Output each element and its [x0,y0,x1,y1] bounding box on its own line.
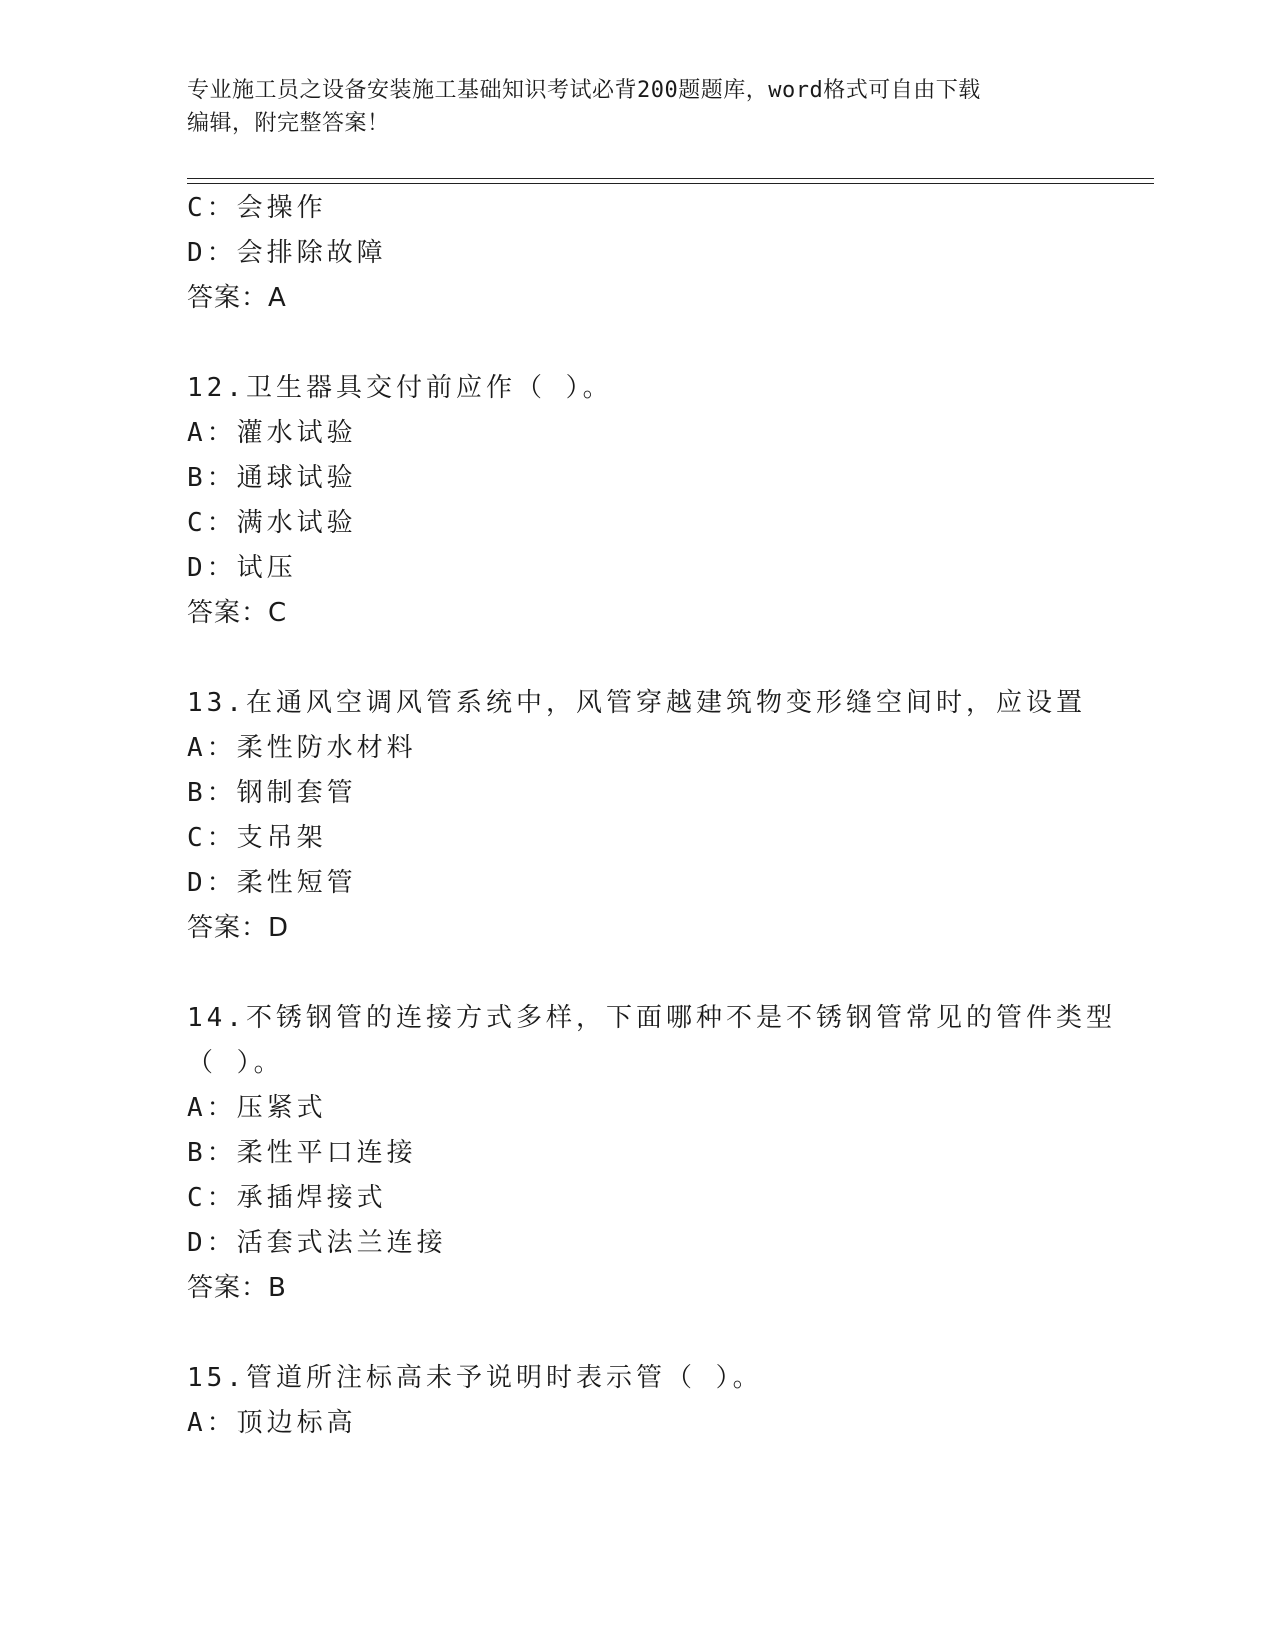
header-divider-bottom [187,183,1154,184]
q13-question: 13.在通风空调风管系统中，风管穿越建筑物变形缝空间时，应设置 [187,688,1086,718]
q11-answer: 答案：A [187,283,287,313]
q12-option-c: C：满水试验 [187,508,357,538]
q14-answer: 答案：B [187,1273,287,1303]
q14-question-line1: 14.不锈钢管的连接方式多样，下面哪种不是不锈钢管常见的管件类型 [187,1003,1116,1033]
q14-question-line2: （ ）。 [187,1048,284,1078]
q11-option-d: D：会排除故障 [187,238,387,268]
q12-option-d: D：试压 [187,553,297,583]
q12-option-b: B：通球试验 [187,463,357,493]
q13-option-a: A：柔性防水材料 [187,733,417,763]
q12-answer: 答案：C [187,598,288,628]
q14-option-b: B：柔性平口连接 [187,1138,417,1168]
q14-option-a: A：压紧式 [187,1093,327,1123]
header-divider-top [187,178,1154,179]
q15-question: 15.管道所注标高未予说明时表示管（ ）。 [187,1363,763,1393]
q14-option-c: C：承插焊接式 [187,1183,387,1213]
q13-option-c: C：支吊架 [187,823,327,853]
header-title-line2: 编辑，附完整答案！ [187,111,390,136]
q13-option-d: D：柔性短管 [187,868,357,898]
header-title-line1: 专业施工员之设备安装施工基础知识考试必背200题题库，word格式可自由下载 [187,78,981,103]
q11-option-c: C：会操作 [187,193,327,223]
q14-option-d: D：活套式法兰连接 [187,1228,447,1258]
q13-option-b: B：钢制套管 [187,778,357,808]
q12-option-a: A：灌水试验 [187,418,357,448]
q12-question: 12.卫生器具交付前应作（ ）。 [187,373,613,403]
q15-option-a: A：顶边标高 [187,1408,357,1438]
q13-answer: 答案：D [187,913,290,943]
document-header [187,74,1087,140]
